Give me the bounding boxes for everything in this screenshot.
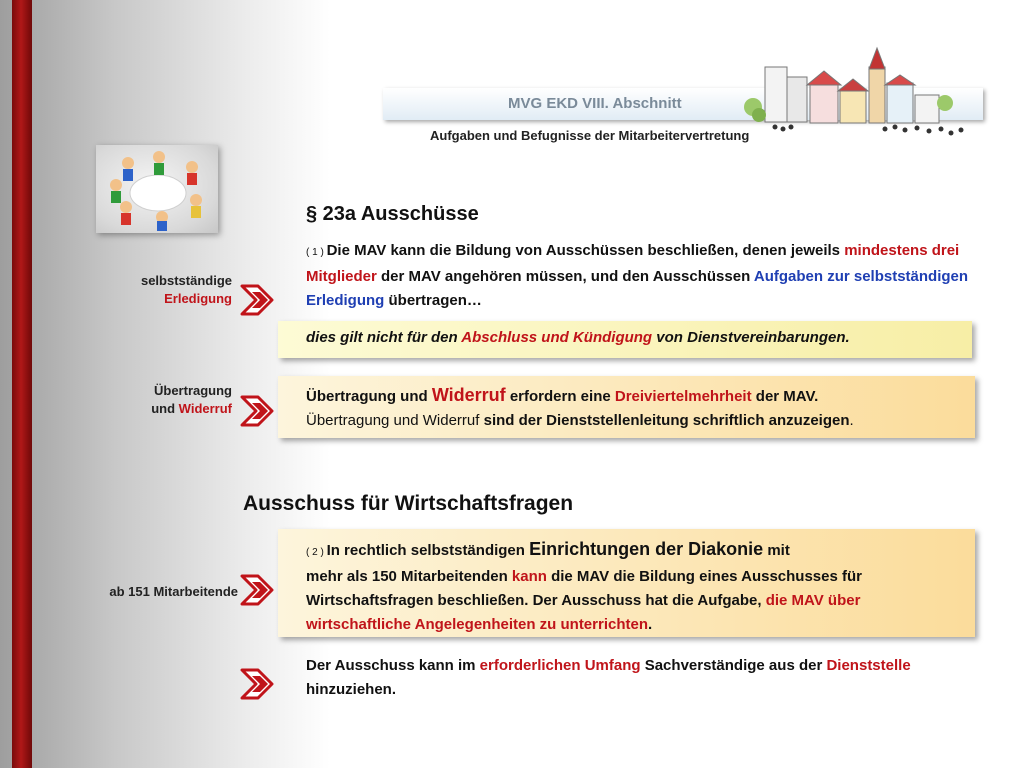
text-run: ( 2 ) <box>306 547 327 558</box>
label-line <box>60 583 238 601</box>
header-title: MVG EKD VIII. Abschnitt <box>508 95 682 112</box>
note-exception-text <box>306 326 966 350</box>
paragraph-sachverstaendige <box>306 654 968 702</box>
text-run: Widerruf <box>178 401 232 416</box>
text-run: Übertragung und Widerruf <box>306 412 480 429</box>
text-run: In rechtlich selbstständigen <box>326 542 530 559</box>
text-run: selbstständige <box>140 273 232 288</box>
text-run: mehr als 150 Mitarbeitenden <box>306 568 512 585</box>
text-run: die MAV über wirtschaftliche Angelegenheiten zu unterrichten <box>306 592 861 633</box>
side-label-selbststaendig <box>100 272 232 308</box>
text-run: Erledigung <box>164 291 232 306</box>
text-run: der MAV. <box>751 388 819 405</box>
town-illustration <box>735 45 970 140</box>
text-run: Sachverständige aus der <box>640 657 827 674</box>
text-run: übertragen… <box>384 292 482 309</box>
text-run: Einrichtungen der Diakonie <box>529 539 764 559</box>
text-run: ( 1 ) <box>306 247 327 258</box>
text-run: mindestens drei Mitglieder <box>306 242 960 285</box>
text-run: Abschluss und Kündigung <box>461 329 653 346</box>
team-figures-image <box>96 145 218 233</box>
double-chevron-icon <box>240 573 282 607</box>
section-heading-23a: § 23a Ausschüsse <box>306 203 479 225</box>
text-run: ab 151 Mitarbeitende <box>109 584 238 599</box>
text-run: Dienststelle <box>826 657 911 674</box>
double-chevron-icon <box>240 283 282 317</box>
text-run: Die MAV kann die Bildung von Ausschüssen beschließen, denen jeweils <box>326 242 845 259</box>
label-line <box>100 400 232 418</box>
header-subtitle: Aufgaben und Befugnisse der Mitarbeitervertretung <box>430 128 750 143</box>
text-run: Aufgaben zur selbstständigen Erledigung <box>306 268 969 309</box>
text-run: Dreiviertelmehrheit <box>614 388 752 405</box>
label-line <box>100 382 232 400</box>
note-uebertragung-text <box>306 383 966 433</box>
text-run: dies gilt nicht für den <box>306 329 462 346</box>
text-run: hinzuziehen. <box>306 681 396 698</box>
label-line <box>100 290 232 308</box>
paragraph-1 <box>306 239 976 313</box>
text-run: und <box>151 401 179 416</box>
text-run: . <box>849 412 854 429</box>
side-label-mitarbeitende <box>60 583 238 601</box>
text-run: Widerruf <box>431 385 506 405</box>
text-run: Der Ausschuss kann im <box>306 657 480 674</box>
note-wirtschaftsausschuss-text <box>306 537 968 637</box>
double-chevron-icon <box>240 394 282 428</box>
double-chevron-icon <box>240 667 282 701</box>
text-run: von Dienstvereinbarungen. <box>652 329 850 346</box>
text-run: erfordern eine <box>505 388 615 405</box>
text-run: kann <box>511 568 547 585</box>
text-run: Übertragung <box>154 383 232 398</box>
text-run: Übertragung und <box>306 388 432 405</box>
text-run: . <box>648 616 653 633</box>
section-title-wirtschaftsfragen: Ausschuss für Wirtschaftsfragen <box>243 492 574 515</box>
text-run: sind der Dienststellenleitung schriftlich anzuzeigen <box>479 412 850 429</box>
text-run: mit <box>763 542 790 559</box>
text-run: die MAV die Bildung eines Ausschusses für Wirtschaftsfragen beschließen. Der Ausschuss hat die Aufgabe, <box>306 568 862 609</box>
text-run: erforderlichen Umfang <box>479 657 641 674</box>
label-line <box>100 272 232 290</box>
left-red-bar <box>12 0 32 768</box>
text-run: der MAV angehören müssen, und den Ausschüssen <box>376 268 754 285</box>
side-label-uebertragung <box>100 382 232 418</box>
